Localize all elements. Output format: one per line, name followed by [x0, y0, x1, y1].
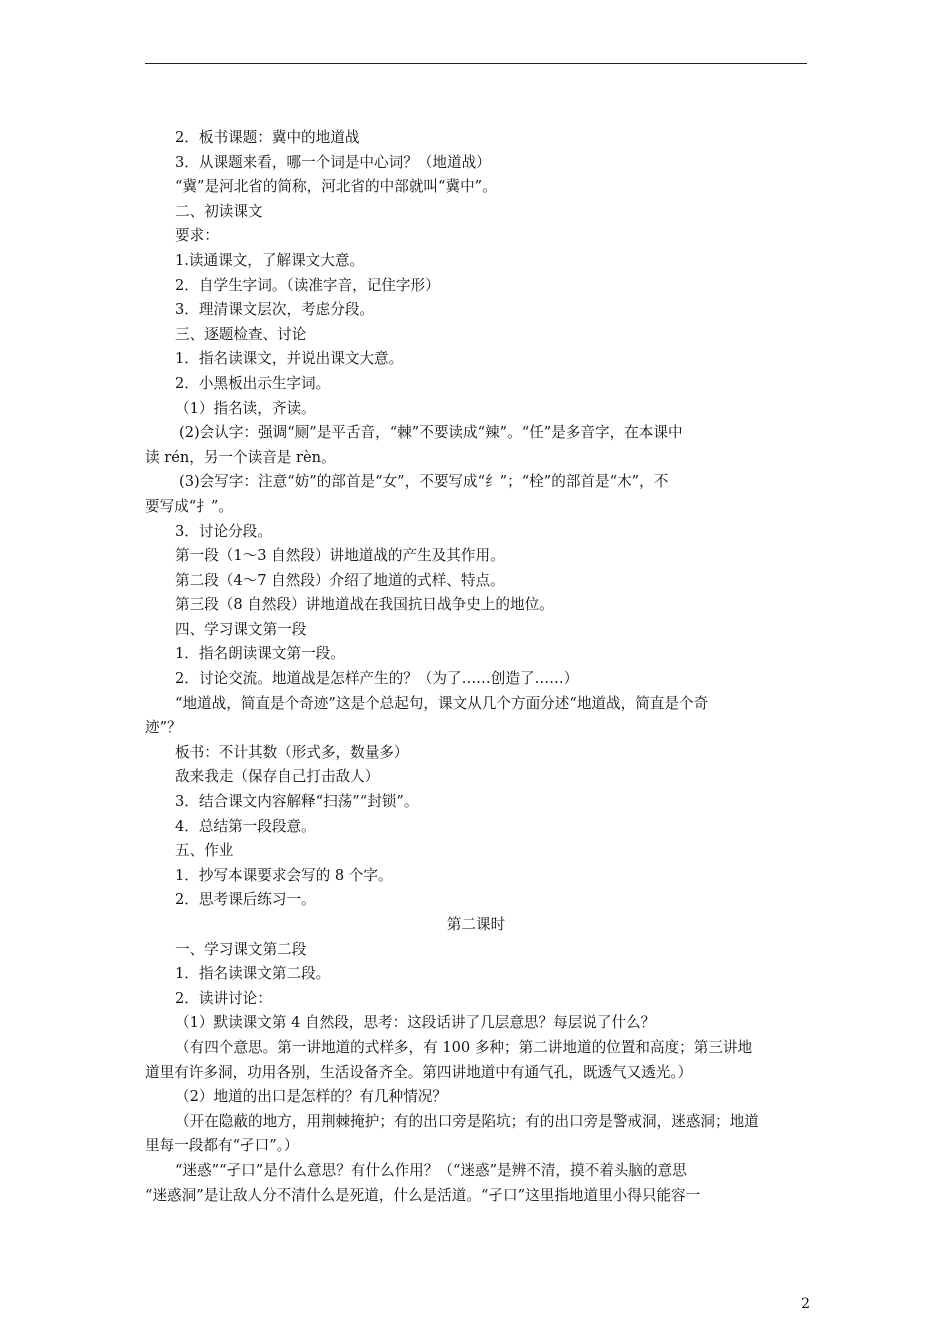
text-line: 要写成“扌”。 [145, 497, 233, 515]
text-line: 要求： [175, 227, 219, 245]
text-line: 2．板书课题：冀中的地道战 [175, 129, 360, 146]
text-line: 3．讨论分段。 [175, 522, 272, 540]
text-line: “地道战，简直是个奇迹”这是个总起句，课文从几个方面分述“地道战，简直是个奇 [175, 694, 709, 712]
text-line: 2．讨论交流。地道战是怎样产生的？（为了……创造了……） [175, 670, 579, 688]
text-line: 2．自学生字词。（读准字音，记住字形） [175, 276, 440, 294]
text-line: 2．思考课后练习一。 [175, 891, 316, 909]
text-line: 四、学习课文第一段 [175, 620, 307, 638]
text-line: (3)会写字：注意“妨”的部首是“女”，不要写成“纟”；“栓”的部首是“木”，不 [179, 473, 669, 491]
text-line: 1．指名朗读课文第一段。 [175, 645, 345, 663]
text-line: 二、初读课文 [175, 202, 263, 220]
text-line: 4．总结第一段段意。 [175, 817, 316, 835]
text-line: （有四个意思。第一讲地道的式样多，有 100 多种；第二讲地道的位置和高度；第三讲地 [175, 1038, 753, 1056]
text-line: 道里有许多洞，功用各别，生活设备齐全。第四讲地道中有通气孔，既透气又透光。） [145, 1063, 693, 1081]
text-line: 读 rén，另一个读音是 rèn。 [145, 448, 336, 466]
header-rule [145, 63, 807, 64]
text-line: (2)会认字：强调“厕”是平舌音，“棘”不要读成“辣”。“任”是多音字，在本课中 [179, 424, 683, 442]
text-line: （2）地道的出口是怎样的？有几种情况？ [175, 1088, 447, 1106]
text-line: 1．抄写本课要求会写的 8 个字。 [175, 866, 393, 884]
text-line: 2．读讲讨论： [175, 989, 272, 1007]
text-line: 第二段（4～7 自然段）介绍了地道的式样、特点。 [175, 571, 505, 589]
text-line: （1）指名读，齐读。 [175, 399, 316, 417]
text-line: “迷惑”“孑口”是什么意思？有什么作用？（“迷惑”是辨不清，摸不着头脑的意思 [175, 1161, 687, 1179]
text-line: 一、学习课文第二段 [175, 940, 307, 958]
document-body [145, 126, 807, 1208]
text-line: （1）默读课文第 4 自然段，思考：这段话讲了几层意思？每层说了什么？ [175, 1014, 656, 1032]
text-line: 1．指名读课文，并说出课文大意。 [175, 350, 404, 368]
text-line: 3．理清课文层次，考虑分段。 [175, 301, 375, 319]
text-line: 第一段（1～3 自然段）讲地道战的产生及其作用。 [175, 547, 505, 565]
text-line: 第三段（8 自然段）讲地道战在我国抗日战争史上的地位。 [175, 596, 554, 614]
text-line: 1.读通课文，了解课文大意。 [175, 251, 365, 269]
section-heading: 第二课时 [446, 916, 506, 933]
text-line: 迹”？ [145, 719, 182, 737]
text-line: 2．小黑板出示生字词。 [175, 374, 331, 392]
text-line: 三、逐题检查、讨论 [175, 325, 307, 343]
text-line: “迷惑洞”是让敌人分不清什么是死道，什么是活道。“孑口”这里指地道里小得只能容一 [145, 1186, 701, 1204]
text-line: “冀”是河北省的简称，河北省的中部就叫“冀中”。 [175, 178, 497, 196]
text-line: 板书：不计其数（形式多，数量多） [175, 743, 409, 761]
text-line: 3．从课题来看，哪一个词是中心词？（地道战） [175, 153, 491, 171]
text-line: 五、作业 [175, 842, 234, 860]
text-line: 1．指名读课文第二段。 [175, 965, 331, 983]
text-line: 里每一段都有“孑口”。） [145, 1137, 299, 1155]
page-number: 2 [801, 1296, 810, 1312]
text-line: 敌来我走（保存自己打击敌人） [175, 768, 380, 786]
text-line: 3．结合课文内容解释“扫荡”“封锁”。 [175, 793, 419, 811]
text-line: （开在隐蔽的地方，用荆棘掩护；有的出口旁是陷坑；有的出口旁是警戒洞，迷惑洞；地道 [175, 1112, 759, 1130]
